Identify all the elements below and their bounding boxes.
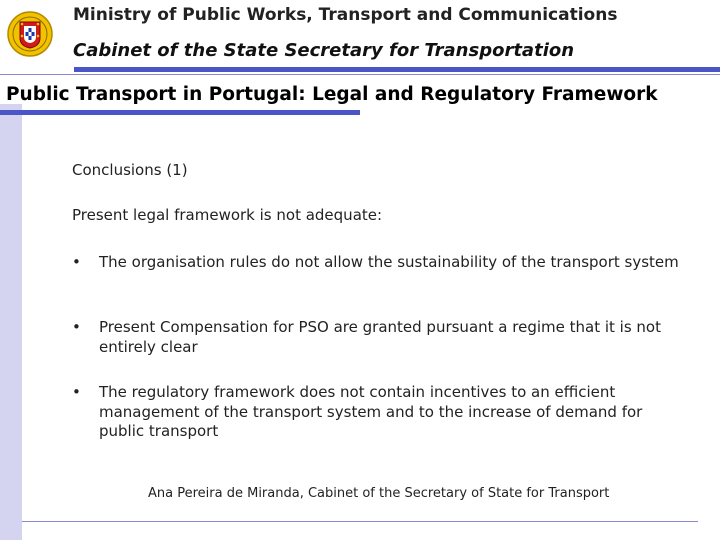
footer-rule — [22, 521, 698, 522]
author-footer: Ana Pereira de Miranda, Cabinet of the Secretary of State for Transport — [148, 486, 610, 501]
header-rule — [74, 67, 720, 72]
header-thin-rule — [0, 74, 720, 75]
bullet-icon: • — [72, 318, 81, 336]
slide-title: Public Transport in Portugal: Legal and Regulatory Framework — [6, 84, 658, 105]
left-decorative-bar — [0, 104, 22, 540]
intro-text: Present legal framework is not adequate: — [72, 206, 383, 224]
title-underline — [0, 110, 360, 115]
bullet-text: The organisation rules do not allow the sustainability of the transport system — [99, 253, 679, 271]
cabinet-name: Cabinet of the State Secretary for Transportation — [73, 40, 575, 61]
bullet-icon: • — [72, 383, 81, 401]
ministry-name: Ministry of Public Works, Transport and Communications — [73, 5, 618, 25]
bullet-icon: • — [72, 253, 81, 271]
bullet-text: Present Compensation for PSO are granted pursuant a regime that it is not entirely clear — [99, 318, 661, 356]
bullet-text: The regulatory framework does not contain incentives to an efficient management of the transport system and to the increase of demand for public transport — [99, 383, 643, 440]
section-heading: Conclusions (1) — [72, 161, 188, 179]
portugal-coat-of-arms-icon — [6, 10, 54, 58]
